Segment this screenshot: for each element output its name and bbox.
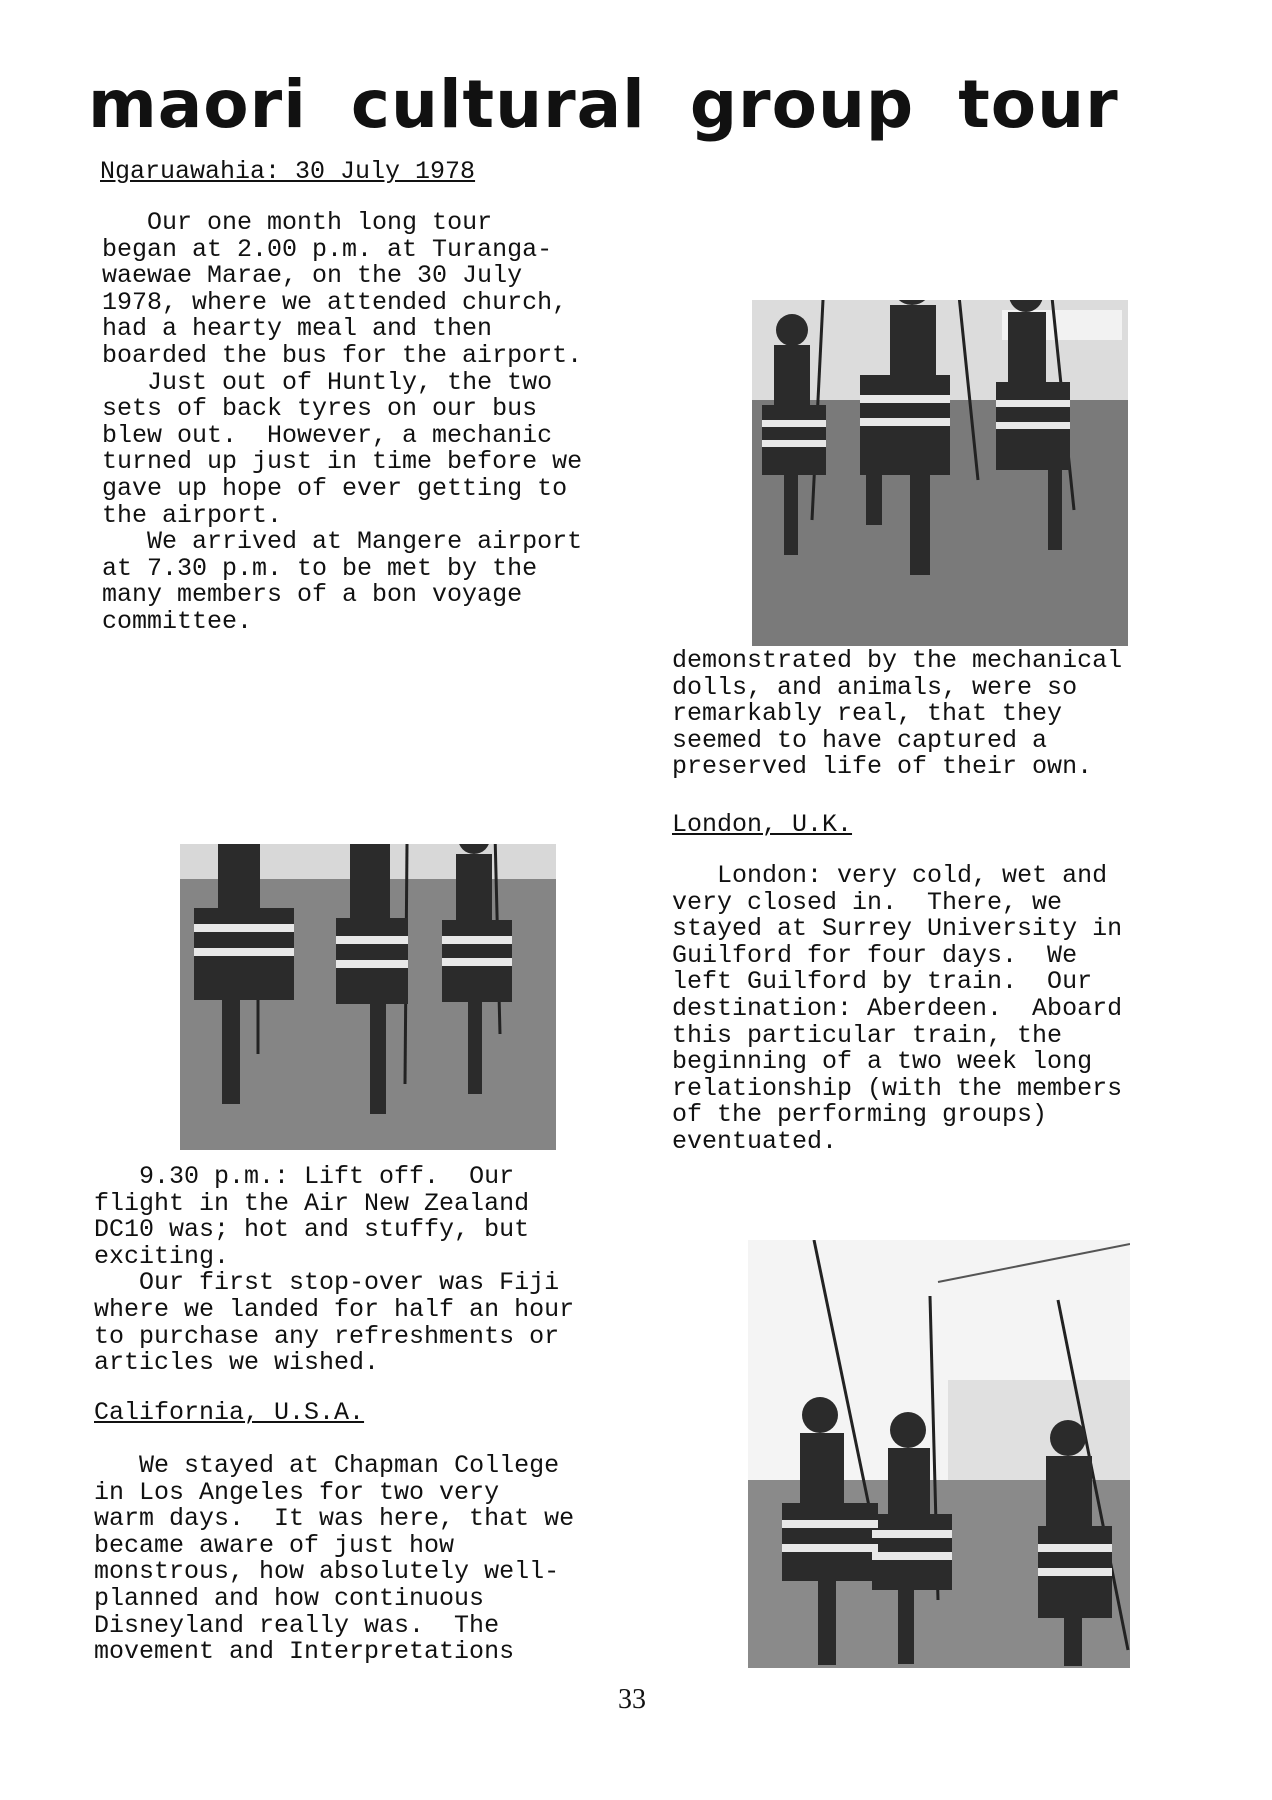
title-word-cultural: cultural xyxy=(350,66,646,143)
paragraph-disneyland-continued: demonstrated by the mechanical dolls, and animals, were so remarkably real, that they seemed to have captured a preserved life of their own. xyxy=(672,646,1123,782)
title-word-group: group xyxy=(689,66,915,143)
page-number: 33 xyxy=(618,1684,646,1715)
heading-california: California, U.S.A. xyxy=(94,1398,365,1427)
photo-haka-performers-3-image xyxy=(748,1240,1130,1668)
photo-haka-performers-1 xyxy=(752,300,1128,646)
photo-haka-performers-3 xyxy=(748,1240,1130,1668)
photo-haka-performers-2-image xyxy=(180,844,556,1150)
heading-ngaruawahia: Ngaruawahia: 30 July 1978 xyxy=(100,157,476,186)
page-title xyxy=(88,66,1119,143)
title-word-maori: maori xyxy=(88,66,307,143)
photo-haka-performers-2 xyxy=(180,844,556,1150)
paragraph-tour-start: Our one month long tour began at 2.00 p.m. at Turanga- waewae Marae, on the 30 July 1978, where we attended church, had a hearty meal and then boarded the bus for the airport. Just out of Huntly, the two sets of back tyres on our bus blew out. However, a mechanic turned up just in time before we gave up hope of ever getting to the airport. We arrived at Mangere airport at 7.30 p.m. to be met by the many members of a bon voyage committee. xyxy=(102,208,583,636)
paragraph-california: We stayed at Chapman College in Los Angeles for two very warm days. It was here, that we became aware of just how monstrous, how absolutely well- planned and how continuous Disneyland really was. The movement and Interpretations xyxy=(94,1451,575,1667)
title-word-tour: tour xyxy=(958,66,1119,143)
photo-haka-performers-1-image xyxy=(752,300,1128,646)
paragraph-london: London: very cold, wet and very closed in. There, we stayed at Surrey University in Guilford for four days. We left Guilford by train. Our destination: Aberdeen. Aboard this particular train, the beginning of a two week long relationship (with the members of the performing groups) eventuated. xyxy=(672,861,1123,1156)
paragraph-lift-off: 9.30 p.m.: Lift off. Our flight in the Air New Zealand DC10 was; hot and stuffy, but exciting. Our first stop-over was Fiji where we landed for half an hour to purchase any refreshments or articles we wished. xyxy=(94,1162,575,1378)
heading-london: London, U.K. xyxy=(672,810,853,839)
